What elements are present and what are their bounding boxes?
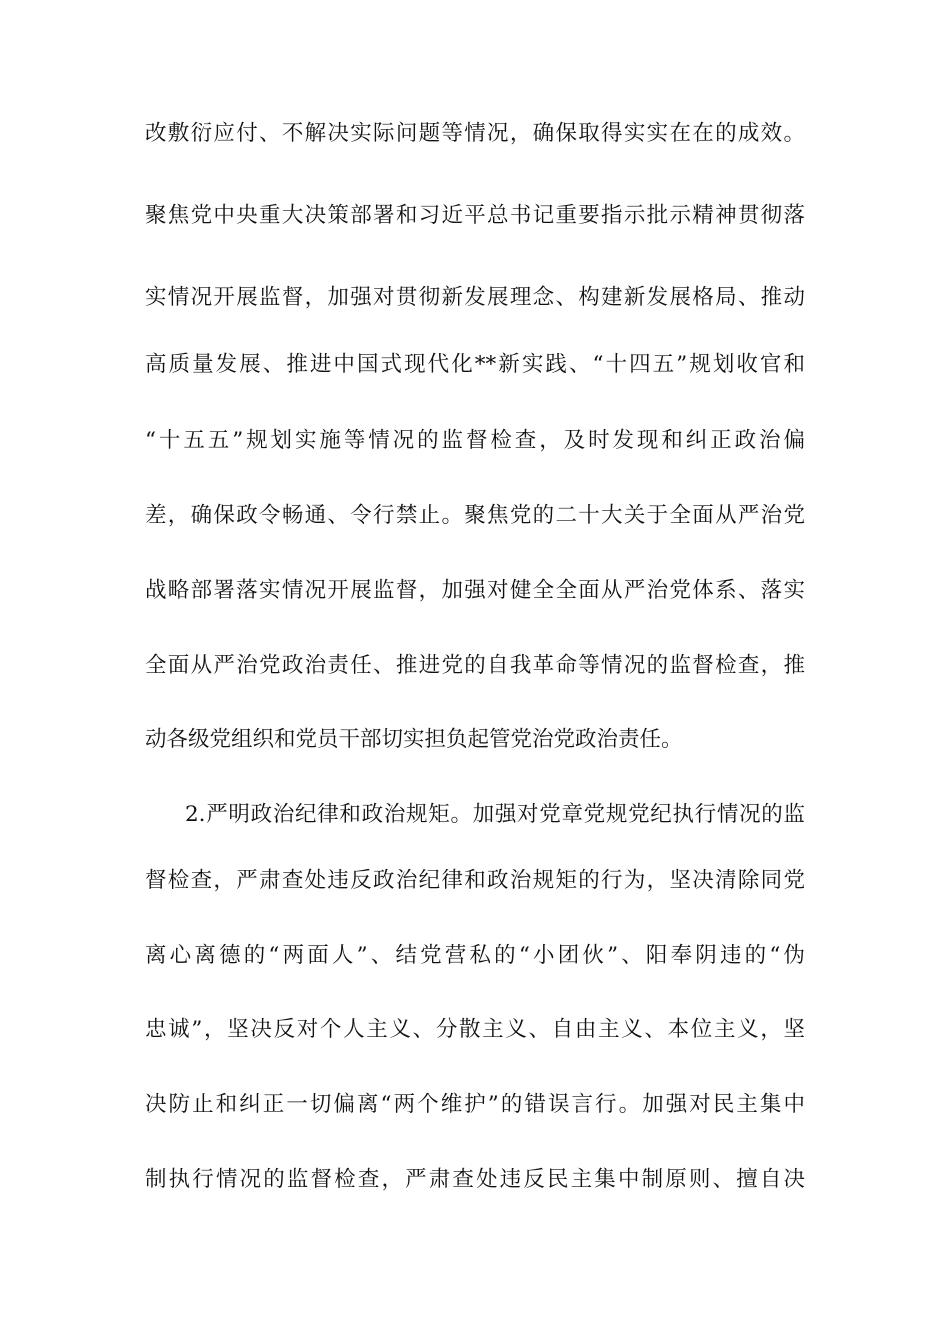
text-line-12: 离心离德的“两面人”、结党营私的“小团伙”、阳奉阴违的“伪 [145,943,805,968]
text-line-4: 高质量发展、推进中国式现代化**新实践、“十四五”规划收官和 [145,352,805,377]
text-line-8: 全面从严治党政治责任、推进党的自我革命等情况的监督检查，推 [145,653,805,678]
text-line-13: 忠诚”，坚决反对个人主义、分散主义、自由主义、本位主义，坚 [145,1017,805,1042]
text-line-9: 动各级党组织和党员干部切实担负起管党治党政治责任。 [145,727,683,752]
text-line-2: 聚焦党中央重大决策部署和习近平总书记重要指示批示精神贯彻落 [145,203,805,228]
section-heading-line: 2.严明政治纪律和政治规矩。加强对党章党规党纪执行情况的监 [185,802,805,827]
text-line-14: 决防止和纠正一切偏离“两个维护”的错误言行。加强对民主集中 [145,1092,805,1117]
text-line-7: 战略部署落实情况开展监督，加强对健全全面从严治党体系、落实 [145,578,805,603]
text-line-11: 督检查，严肃查处违反政治纪律和政治规矩的行为，坚决清除同党 [145,868,805,893]
text-line-6: 差，确保政令畅通、令行禁止。聚焦党的二十大关于全面从严治党 [145,503,805,528]
text-line-5: “十五五”规划实施等情况的监督检查，及时发现和纠正政治偏 [145,428,805,453]
text-line-1: 改敷衍应付、不解决实际问题等情况，确保取得实实在在的成效。 [145,121,805,146]
text-line-15: 制执行情况的监督检查，严肃查处违反民主集中制原则、擅自决 [145,1167,805,1192]
text-line-3: 实情况开展监督，加强对贯彻新发展理念、构建新发展格局、推动 [145,285,805,310]
